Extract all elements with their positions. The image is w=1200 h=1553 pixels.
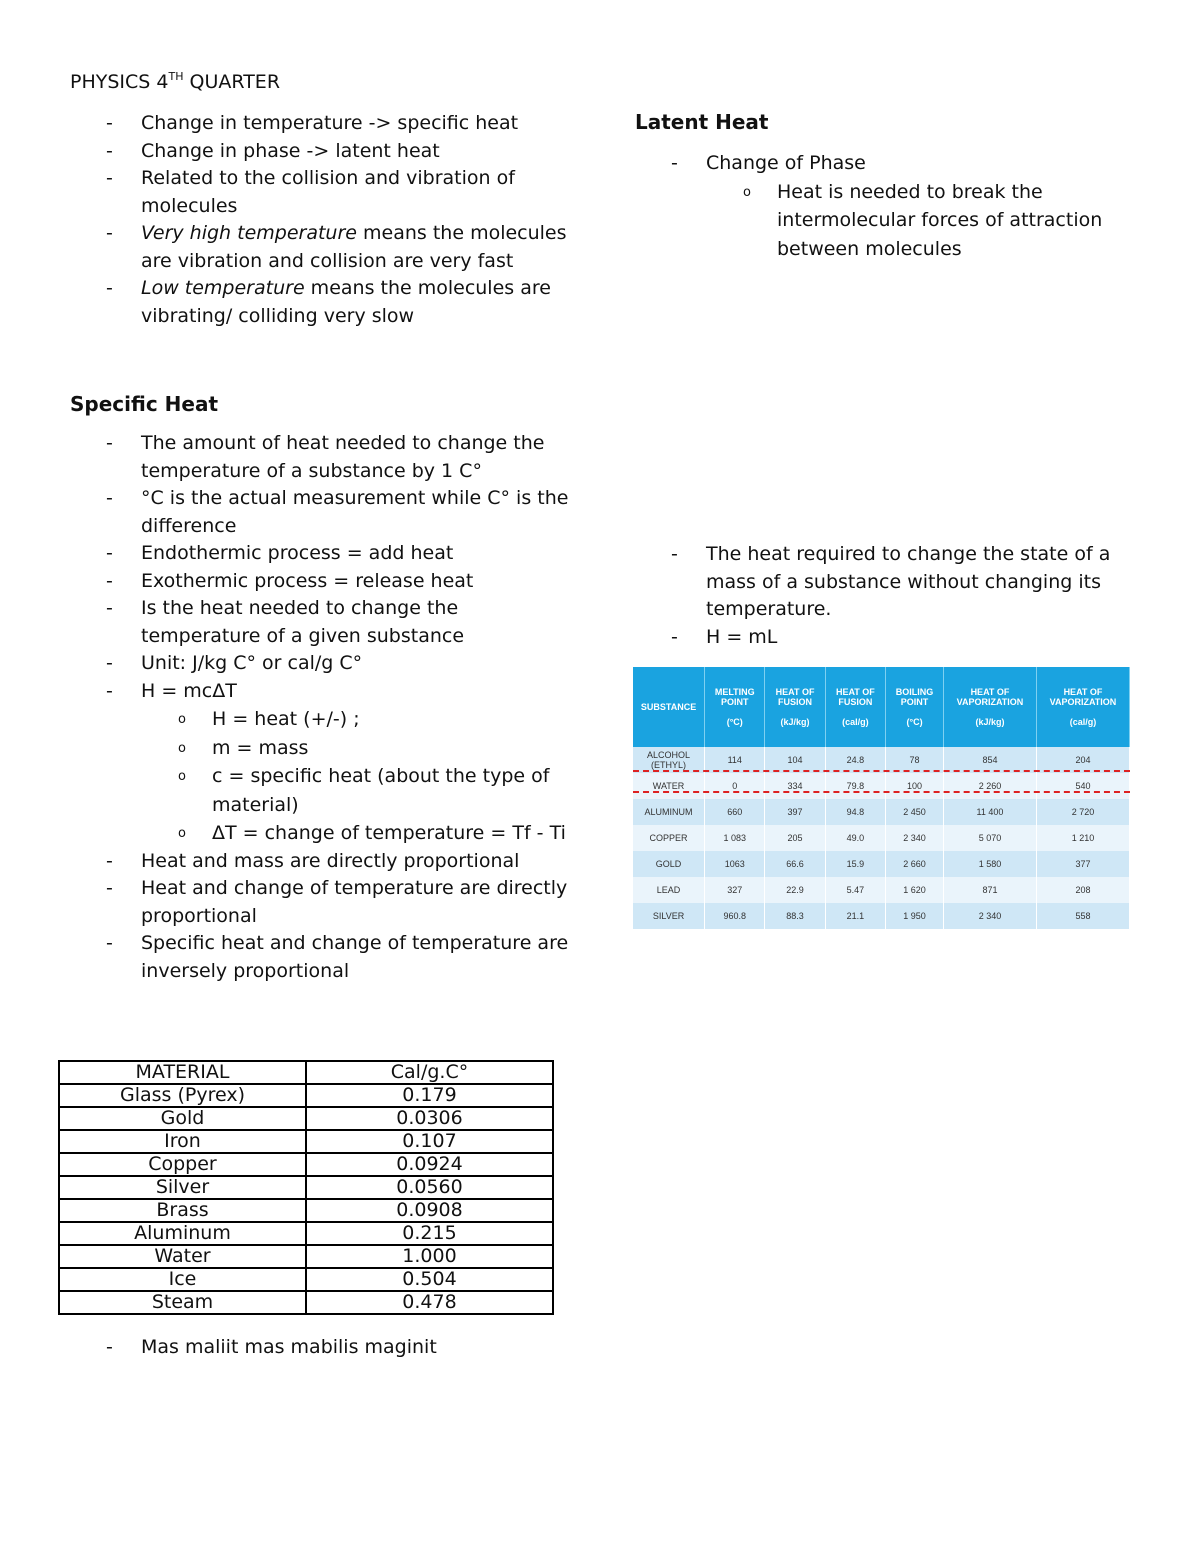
table-header-cell: Cal/g.C° — [306, 1061, 553, 1084]
table-cell: 0.0560 — [306, 1176, 553, 1199]
table-cell: 960.8 — [705, 903, 765, 929]
table-cell: 208 — [1036, 877, 1129, 903]
table-cell: ALCOHOL (ETHYL) — [633, 747, 705, 773]
table-cell: 49.0 — [825, 825, 885, 851]
table-cell: 1 580 — [944, 851, 1037, 877]
list-item: - Change of Phase o Heat is needed to break the intermolecular forces of attraction between molecules — [635, 150, 1135, 263]
list-item: - Change in phase -> latent heat — [70, 138, 570, 166]
table-header-cell: HEAT OF FUSION (cal/g) — [825, 667, 885, 747]
intro-list — [70, 110, 570, 330]
left-column — [70, 110, 570, 985]
table-cell: GOLD — [633, 851, 705, 877]
table-cell: 94.8 — [825, 799, 885, 825]
sub-list-item: o H = heat (+/-) ; — [70, 705, 570, 734]
list-item: - The amount of heat needed to change the temperature of a substance by 1 C° — [70, 430, 570, 485]
table-header-cell: SUBSTANCE — [633, 667, 705, 747]
table-row — [633, 851, 1130, 877]
table-cell: 0.0908 — [306, 1199, 553, 1222]
table-cell: 1.000 — [306, 1245, 553, 1268]
table-header-row — [59, 1061, 553, 1084]
specific-heat-table — [58, 1060, 554, 1315]
latent-heat-list-2 — [635, 541, 1135, 651]
table-cell: 1 950 — [886, 903, 944, 929]
list-item: - Heat and mass are directly proportional — [70, 848, 570, 876]
latent-heat-table-image — [633, 667, 1130, 921]
table-cell: 88.3 — [765, 903, 825, 929]
specific-heat-list — [70, 430, 570, 985]
table-cell: 2 340 — [886, 825, 944, 851]
sub-list-item: o ΔT = change of temperature = Tf - Ti — [70, 819, 570, 848]
table-cell: 66.6 — [765, 851, 825, 877]
table-cell: 15.9 — [825, 851, 885, 877]
sub-list-item: o m = mass — [70, 734, 570, 763]
table-cell: 540 — [1036, 773, 1129, 799]
table-cell: 5.47 — [825, 877, 885, 903]
formula-sublist — [141, 705, 570, 848]
table-cell: Copper — [59, 1153, 306, 1176]
table-row — [59, 1107, 553, 1130]
table-cell: 100 — [886, 773, 944, 799]
table-cell: 1 620 — [886, 877, 944, 903]
table-cell: Glass (Pyrex) — [59, 1084, 306, 1107]
phase-sublist — [706, 178, 1135, 264]
table-row — [59, 1245, 553, 1268]
table-header-cell: MATERIAL — [59, 1061, 306, 1084]
table-header-cell: HEAT OF FUSION (kJ/kg) — [765, 667, 825, 747]
list-item: - Unit: J/kg C° or cal/g C° — [70, 650, 570, 678]
table-cell: Steam — [59, 1291, 306, 1314]
table-cell: 2 660 — [886, 851, 944, 877]
table-row — [633, 877, 1130, 903]
table-cell: 0 — [705, 773, 765, 799]
table-cell: 21.1 — [825, 903, 885, 929]
table-header-cell: MELTING POINT (°C) — [705, 667, 765, 747]
table-cell: Iron — [59, 1130, 306, 1153]
list-item: - The heat required to change the state of a mass of a substance without changing its temperature. — [635, 541, 1135, 624]
table-header-cell: BOILING POINT (°C) — [886, 667, 944, 747]
table-cell: 2 260 — [944, 773, 1037, 799]
closing-list — [70, 1334, 570, 1362]
table-cell: WATER — [633, 773, 705, 799]
list-item: - Specific heat and change of temperature are inversely proportional — [70, 930, 570, 985]
table-cell: 0.0306 — [306, 1107, 553, 1130]
table-row — [59, 1130, 553, 1153]
table-header-cell: HEAT OF VAPORIZATION (kJ/kg) — [944, 667, 1037, 747]
table-cell: 2 340 — [944, 903, 1037, 929]
right-column — [635, 110, 1135, 263]
table-cell: 0.107 — [306, 1130, 553, 1153]
table-cell: Brass — [59, 1199, 306, 1222]
table-cell: 22.9 — [765, 877, 825, 903]
table-cell: 5 070 — [944, 825, 1037, 851]
table-cell: 327 — [705, 877, 765, 903]
table-cell: 78 — [886, 747, 944, 773]
table-cell: 11 400 — [944, 799, 1037, 825]
table-cell: 0.0924 — [306, 1153, 553, 1176]
latent-heat-list — [635, 150, 1135, 263]
table-row — [59, 1199, 553, 1222]
table-cell: Aluminum — [59, 1222, 306, 1245]
list-item: - Endothermic process = add heat — [70, 540, 570, 568]
list-item: - H = mcΔT o H = heat (+/-) ; o m = mass o c = specific heat (about the type of material) o ΔT = change of temperature = Tf - Ti — [70, 678, 570, 848]
latent-heat-heading: Latent Heat — [635, 110, 769, 134]
list-item: - °C is the actual measurement while C° is the difference — [70, 485, 570, 540]
table-cell: 2 450 — [886, 799, 944, 825]
table-cell: 1 083 — [705, 825, 765, 851]
table-cell: LEAD — [633, 877, 705, 903]
table-cell: 1063 — [705, 851, 765, 877]
list-item: - H = mL — [635, 624, 1135, 652]
table-cell: Gold — [59, 1107, 306, 1130]
table-cell: 2 720 — [1036, 799, 1129, 825]
table-cell: 0.478 — [306, 1291, 553, 1314]
latent-heat-table — [633, 667, 1130, 929]
table-row — [59, 1268, 553, 1291]
table-cell: Water — [59, 1245, 306, 1268]
table-cell: 79.8 — [825, 773, 885, 799]
table-cell: 660 — [705, 799, 765, 825]
page-title: PHYSICS 4TH QUARTER — [70, 70, 281, 93]
table-cell: ALUMINUM — [633, 799, 705, 825]
table-row — [633, 799, 1130, 825]
table-header-cell: HEAT OF VAPORIZATION (cal/g) — [1036, 667, 1129, 747]
table-cell: Ice — [59, 1268, 306, 1291]
list-item: - Very high temperature means the molecules are vibration and collision are very fast — [70, 220, 570, 275]
list-item: - Related to the collision and vibration of molecules — [70, 165, 570, 220]
table-cell: 204 — [1036, 747, 1129, 773]
table-cell: 0.215 — [306, 1222, 553, 1245]
table-cell: 1 210 — [1036, 825, 1129, 851]
table-cell: 0.179 — [306, 1084, 553, 1107]
table-row — [59, 1222, 553, 1245]
water-row-highlight-bottom — [633, 791, 1130, 793]
list-item: - Exothermic process = release heat — [70, 568, 570, 596]
table-cell: 114 — [705, 747, 765, 773]
table-cell: 854 — [944, 747, 1037, 773]
list-item: - Is the heat needed to change the temperature of a given substance — [70, 595, 570, 650]
table-cell: 104 — [765, 747, 825, 773]
table-cell: COPPER — [633, 825, 705, 851]
specific-heat-heading: Specific Heat — [70, 392, 218, 416]
sub-list-item: o Heat is needed to break the intermolecular forces of attraction between molecules — [635, 178, 1135, 264]
sub-list-item: o c = specific heat (about the type of material) — [70, 762, 570, 819]
table-cell: 397 — [765, 799, 825, 825]
table-row — [633, 825, 1130, 851]
table-cell: Silver — [59, 1176, 306, 1199]
table-cell: 24.8 — [825, 747, 885, 773]
table-row — [633, 773, 1130, 799]
table-row — [633, 903, 1130, 929]
table-cell: SILVER — [633, 903, 705, 929]
water-row-highlight-top — [633, 770, 1130, 772]
table-row — [59, 1084, 553, 1107]
table-cell: 558 — [1036, 903, 1129, 929]
table-cell: 205 — [765, 825, 825, 851]
table-row — [59, 1176, 553, 1199]
list-item: - Mas maliit mas mabilis maginit — [70, 1334, 570, 1362]
list-item: - Change in temperature -> specific heat — [70, 110, 570, 138]
table-row — [59, 1153, 553, 1176]
table-cell: 334 — [765, 773, 825, 799]
table-cell: 377 — [1036, 851, 1129, 877]
list-item: - Heat and change of temperature are directly proportional — [70, 875, 570, 930]
table-row — [59, 1291, 553, 1314]
table-cell: 871 — [944, 877, 1037, 903]
list-item: - Low temperature means the molecules are vibrating/ colliding very slow — [70, 275, 570, 330]
table-header-row — [633, 667, 1130, 747]
table-cell: 0.504 — [306, 1268, 553, 1291]
